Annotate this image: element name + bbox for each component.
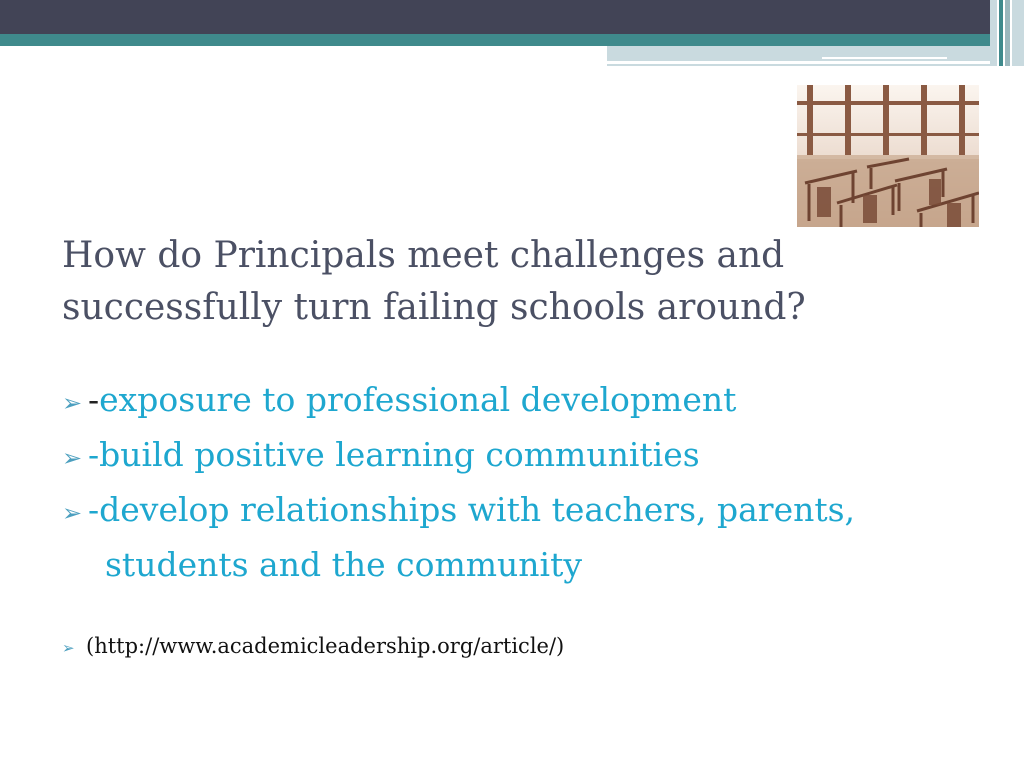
bullet-text: -develop relationships with teachers, parents, (88, 490, 856, 529)
bullet-item (62, 429, 962, 484)
bullet-continuation: students and the community (105, 545, 583, 584)
slide-title: How do Principals meet challenges and successfully turn failing schools around? (62, 235, 806, 328)
arrow-bullet-icon: ➢ (62, 499, 83, 527)
bullet-dash: - (88, 380, 100, 419)
bullet-text: exposure to professional development (99, 380, 737, 419)
header-vertical-bars (990, 0, 1024, 66)
header-white-line (607, 61, 1002, 64)
citation (62, 634, 962, 658)
arrow-bullet-icon: ➢ (62, 389, 83, 417)
bullet-text: -build positive learning communities (88, 435, 700, 474)
citation-link: (http://www.academicleadership.org/article/) (86, 634, 565, 658)
bullet-item (62, 484, 962, 539)
header-dark-band (0, 0, 1024, 34)
header-thin-line (822, 57, 947, 59)
classroom-photo (797, 85, 979, 227)
bullet-item (62, 374, 962, 429)
header-teal-band (0, 34, 1024, 46)
arrow-bullet-icon: ➢ (62, 639, 75, 657)
bullet-list (62, 374, 962, 591)
arrow-bullet-icon: ➢ (62, 444, 83, 472)
